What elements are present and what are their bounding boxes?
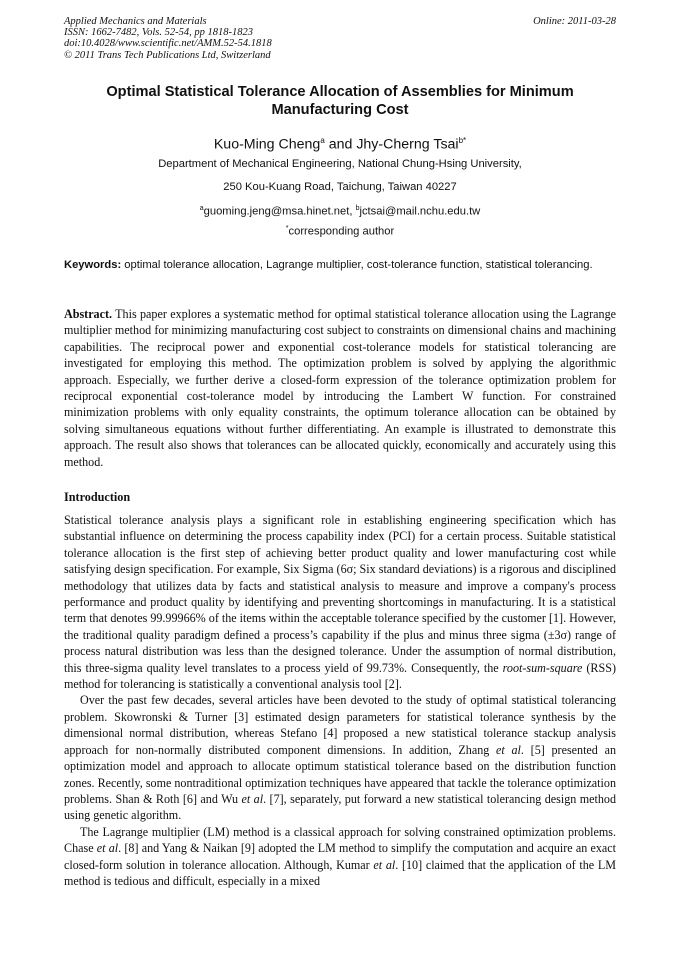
author-name: Jhy-Cherng Tsai [356,136,459,153]
author-conjunction: and [324,136,357,153]
email-marker: b [355,205,360,212]
paragraph: Statistical tolerance analysis plays a significant role in establishing engineering specification which has substantial influence on determining the process capability index (PCI) for a certain process. Suitable statistical tolerance allocation is the first step of achieving better product quality and lower manufacturing cost while satisfying design specification. For example, Six Sigma (6σ; Six standard deviations) is a rigorous and disciplined methodology that utilizes data by facts and statistical analysis to measure and improve a company's process performance and product quality by identifying and preventing shortcomings in manufacturing. It is a statistical term that denotes 99.99966% of the items within the acceptable tolerance specified by the customer [1]. However, the traditional quality paradigm defined a process’s capability if the plus and minus three sigma (±3σ) range of process natural distribution was less than the designed tolerance. Under the assumption of normal distribution, this three-sigma quality level translates to a process yield of 99.73%. Consequently, the root-sum-square (RSS) method for tolerancing is statistically a conventional analysis tool [2]. [64,513,616,692]
journal-name: Applied Mechanics and Materials [64,16,207,27]
email-address: jctsai@mail.nchu.edu.tw [359,205,481,218]
online-date: Online: 2011-03-28 [533,16,616,27]
keywords-label: Keywords: [64,259,122,271]
paragraph: Over the past few decades, several articles have been devoted to the study of optimal statistical tolerancing problem. Skowronski & Turner [3] estimated design parameters for statistical tolerance synthesis by the dimensional normal distribution, whereas Stefano [4] proposed a new statistical tolerance stackup analysis approach for non-normally distributed component dimensions. In addition, Zhang et al. [5] presented an optimization model and approach to allocate optimum statistical tolerance based on the distribution function zones. Recently, some nontraditional optimization techniques have appeared that tackle the tolerance optimization problems. Shan & Roth [6] and Wu et al. [7], separately, put forward a new statistical tolerancing design method using genetic algorithm. [64,693,617,823]
abstract [64,306,616,470]
affiliation-marker: a [320,136,325,145]
section-heading: Introduction [64,490,131,504]
abstract-text: This paper explores a systematic method for optimal statistical tolerance allocation using the Lagrange multiplier method for minimizing manufacturing cost subject to constraints on dimensional chains and machining capabilities. The reciprocal power and exponential cost-tolerance models for statistical tolerancing are investigated for employing this method. The optimization problem is solved by applying the algorithmic approach. Especially, we further derive a closed-form expression of the tolerance optimization problem for reciprocal exponential cost-tolerance model by introducing the Lambert W function. For constrained minimization problems with only equality constraints, the optimum tolerance allocation can be obtained by solving simultaneous equations without further differentiating. An example is illustrated to demonstrate this approach. The result also shows that tolerances can be allocated quickly, economically and accurately using this method. [64,307,616,469]
keywords-text: optimal tolerance allocation, Lagrange multiplier, cost-tolerance function, statistical tolerancing. [121,259,593,271]
journal-header [64,16,616,61]
author-line [64,132,616,154]
affiliation-marker: b* [458,136,467,145]
paper-title: Optimal Statistical Tolerance Allocation of Assemblies for Minimum Manufacturing Cost [106,84,574,118]
email-address: guoming.jeng@msa.hinet.net, [203,205,356,218]
corresponding-note [64,222,616,239]
keywords [64,259,616,273]
copyright-line: © 2011 Trans Tech Publications Ltd, Switzerland [64,49,271,61]
issn-line: ISSN: 1662-7482, Vols. 52-54, pp 1818-1823 [64,27,253,39]
doi-line: doi:10.4028/www.scientific.net/AMM.52-54.1818 [64,38,272,50]
abstract-label: Abstract. [64,307,113,321]
department: Department of Mechanical Engineering, National Chung-Hsing University, [158,158,522,170]
address: 250 Kou-Kuang Road, Taichung, Taiwan 40227 [223,181,457,193]
email-line [64,202,616,219]
paragraph: The Lagrange multiplier (LM) method is a classical approach for solving constrained optimization problems. Chase et al. [8] and Yang & Naikan [9] adopted the LM method to simplify the computation and acquire an exact closed-form solution in tolerance allocation. Although, Kumar et al. [10] claimed that the application of the LM method is tedious and difficult, especially in a mixed [64,824,616,888]
introduction-body [64,512,616,889]
email-marker: a [199,205,204,212]
corresponding-text: corresponding author [288,225,395,238]
author-name: Kuo-Ming Cheng [213,136,321,153]
corresponding-marker: * [285,225,289,232]
